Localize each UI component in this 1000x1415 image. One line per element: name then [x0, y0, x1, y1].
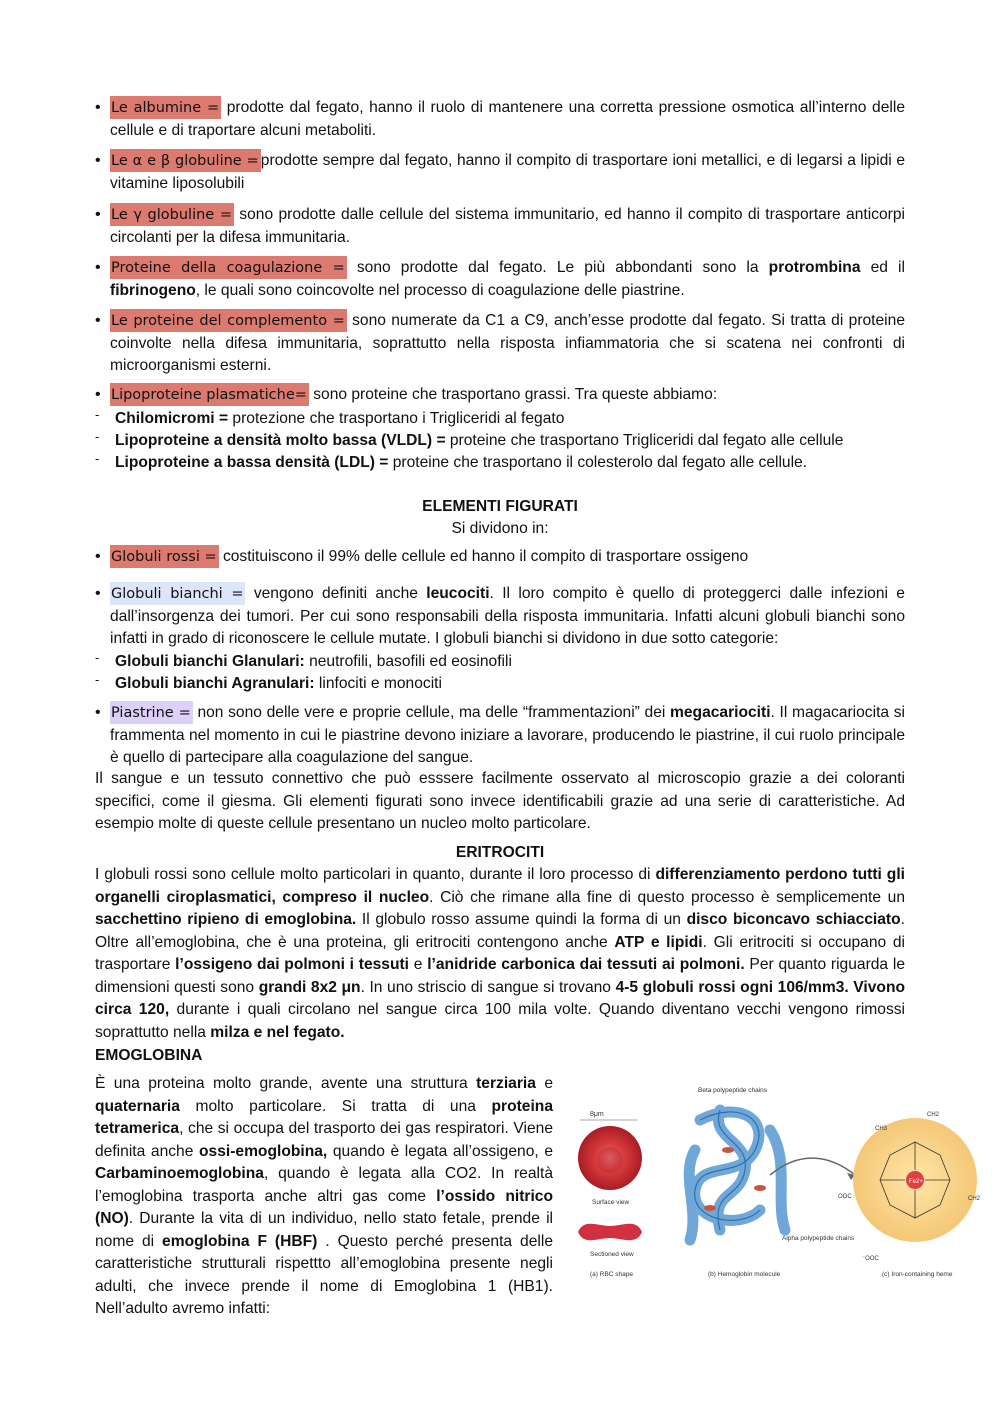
- bullet-dot: •: [95, 704, 101, 721]
- bullet-dot: •: [95, 206, 101, 223]
- bullet-text: , le quali sono coincovolte nel processo di coagulazione delle piastrine.: [195, 281, 685, 299]
- bullet-text: vengono definiti anche: [245, 585, 427, 602]
- text-run: . Ciò che rimane alla fine di questo processo è semplicemente un: [429, 888, 906, 906]
- sectioned-label: Sectioned view: [590, 1251, 634, 1258]
- text-run: . Questo perché presenta delle caratteristiche strutturali rispettto all’emoglobina presente negli adulti, che invece prende il nome di Emoglobina 1 (HB1). Nell’adulto avremo infatti:: [95, 1232, 553, 1317]
- bullet-globuli-bianchi: [95, 583, 905, 651]
- bold-term: Lipoproteine a bassa densità (LDL) =: [115, 454, 389, 471]
- rbc-section-icon: [578, 1224, 642, 1241]
- section-title-emoglobina: EMOGLOBINA: [95, 1047, 203, 1064]
- text-run: . Oltre all’emoglobina, che è una proteina, gli eritrociti contengono anche: [95, 911, 905, 951]
- highlight-term: Globuli rossi =: [110, 545, 219, 568]
- bold-term: sacchettino ripieno di emoglobina.: [95, 911, 357, 928]
- bold-term: fibrinogeno: [110, 281, 196, 299]
- dash-item-chilomicromi: [95, 408, 905, 431]
- bold-term: protrombina: [768, 259, 861, 276]
- dash-item-granulari: [95, 651, 905, 674]
- rbc-center-icon: [597, 1147, 623, 1173]
- bullet-coagulazione: [95, 257, 905, 302]
- paragraph-eritrociti: [95, 864, 905, 1044]
- caption-a: (a) RBC shape: [590, 1271, 633, 1278]
- bold-term: l’anidride carbonica dai tessuti ai polmoni.: [427, 956, 745, 973]
- bold-term: quaternaria: [95, 1097, 180, 1115]
- bold-term: terziaria: [476, 1075, 536, 1092]
- paragraph-emoglobina: [95, 1073, 553, 1321]
- bold-term: Carbaminoemoglobina: [95, 1165, 264, 1182]
- bullet-dot: •: [95, 548, 101, 565]
- bold-term: emoglobina F (HBF): [162, 1232, 318, 1250]
- highlight-term: Globuli bianchi =: [110, 582, 245, 605]
- text-run: È una proteina molto grande, avente una struttura: [95, 1075, 477, 1092]
- text-run: e: [535, 1075, 554, 1092]
- bold-term: Lipoproteine a densità molto bassa (VLDL) =: [115, 432, 446, 449]
- bullet-gamma-globuline: [95, 204, 905, 249]
- dash-text: proteine che trasportano Trigliceridi dal fegato alle cellule: [445, 432, 844, 449]
- bold-term: grandi 8x2 μn: [258, 978, 361, 996]
- text-run: durante i quali circolano nel sangue circa 100 mila volte. Quando diventano vecchi vengono rimossi soprattutto nella: [95, 1001, 905, 1041]
- bullet-text: sono prodotte dal fegato. Le più abbondanti sono la: [346, 259, 769, 276]
- bullet-albumine: [95, 97, 905, 142]
- highlight-term: Proteine della coagulazione =: [110, 256, 347, 279]
- text-run: Per quanto riguarda le dimensioni questi sono: [95, 956, 905, 996]
- bullet-text: costituiscono il 99% delle cellule ed hanno il compito di trasportare ossigeno: [218, 548, 749, 565]
- dash-item-vldl: [95, 430, 905, 453]
- dash-marker: -: [95, 672, 100, 687]
- section-title-elementi: ELEMENTI FIGURATI: [422, 498, 578, 515]
- bullet-text: prodotte sempre dal fegato, hanno il compito di trasportare ioni metallici, e di legarsi a lipidi e vitamine liposolubili: [110, 152, 905, 192]
- bold-term: Globuli bianchi Agranulari:: [115, 675, 315, 692]
- bold-term: megacariociti: [670, 704, 771, 721]
- section-title-eritrociti: ERITROCITI: [455, 844, 545, 861]
- bullet-dot: •: [95, 386, 101, 403]
- bold-term: proteina tetramerica: [95, 1097, 553, 1137]
- highlight-term: Le γ globuline =: [110, 203, 234, 226]
- bullet-text: . Il magacariocita si frammenta nel momento in cui le piastrine devono iniziare a lavorare, producendo le piastrine, il cui ruolo principale è quello di partecipare alla coagulazione del sangue.: [110, 704, 905, 766]
- dash-item-agranulari: [95, 673, 905, 696]
- bullet-text: prodotte dal fegato, hanno il ruolo di mantenere una corretta pressione osmotica all’interno delle cellule e di traportare alcuni metaboliti.: [110, 99, 905, 139]
- ch3-label: CH3: [875, 1126, 888, 1132]
- rbc-panel: [578, 1111, 642, 1278]
- bullet-dot: •: [95, 152, 101, 169]
- bold-term: disco biconcavo schiacciato: [686, 911, 901, 928]
- bullet-piastrine: [95, 702, 905, 770]
- bullet-lipoproteine: [95, 384, 905, 407]
- bold-term: leucociti: [426, 585, 490, 602]
- highlight-term: Le albumine =: [110, 96, 221, 119]
- alpha-label: Alpha polypeptide chains: [782, 1235, 855, 1242]
- ch2-right-label: CH2: [968, 1196, 981, 1202]
- bullet-text: sono numerate da C1 a C9, anch’esse prodotte dal fegato. Si tratta di proteine coinvolte nella difesa immunitaria, soprattutto nella risposta infiammatoria che si scatena nei confronti di microorganismi esterni.: [110, 312, 905, 374]
- text-run: Il globulo rosso assume quindi la forma di un: [356, 911, 687, 928]
- bold-term: differenziamento perdono tutti gli organelli ciroplasmatici, compreso il nucleo: [95, 866, 905, 906]
- text-run: . Gli eritrociti si occupano di trasportare: [95, 933, 906, 973]
- dash-item-ldl: [95, 452, 905, 475]
- bullet-dot: •: [95, 585, 101, 602]
- text-run: . In uno striscio di sangue si trovano: [360, 978, 616, 996]
- heme-panel: [838, 1112, 981, 1278]
- bullet-alfa-beta-globuline: [95, 150, 905, 195]
- bold-term: Chilomicromi =: [115, 410, 229, 427]
- bold-term: ossi-emoglobina,: [199, 1142, 328, 1160]
- highlight-term: Le proteine del complemento =: [110, 309, 347, 332]
- ch2-label: CH2: [927, 1112, 940, 1118]
- highlight-term: Piastrine =: [110, 701, 193, 724]
- bullet-globuli-rossi: [95, 546, 905, 569]
- dash-marker: -: [95, 429, 100, 444]
- bullet-dot: •: [95, 99, 101, 116]
- text-run: , che si occupa del trasporto dei gas respiratori. Viene definita anche: [95, 1120, 553, 1160]
- section-subtitle: Si dividono in:: [451, 520, 549, 537]
- dash-text: linfociti e monociti: [314, 675, 442, 692]
- dash-marker: -: [95, 650, 100, 665]
- size-label: 8μm: [590, 1111, 604, 1118]
- text-run: , quando è legata alla CO2. In realtà l’emoglobina trasporta anche altri gas come: [95, 1165, 553, 1205]
- caption-b: (b) Hemoglobin molecule: [708, 1271, 781, 1278]
- bullet-dot: •: [95, 312, 101, 329]
- dash-text: proteine che trasportano il colesterolo dal fegato alle cellule.: [388, 454, 808, 471]
- bold-term: milza e nel fegato.: [210, 1023, 345, 1041]
- text-run: molto particolare. Si tratta di una: [179, 1097, 492, 1115]
- bullet-text: non sono delle vere e proprie cellule, ma delle “frammentazioni” dei: [192, 704, 670, 721]
- bullet-text: . Il loro compito è quello di proteggerci dalle infezioni e dall’insorgenza dei tumori. Per cui sono responsabili della risposta immunitaria. Infatti alcuni globuli bianchi sono infatti in grado di riconoscere le cellule mutate. I globuli bianchi si dividono in due sotto categorie:: [110, 585, 905, 647]
- dash-text: neutrofili, basofili ed eosinofili: [304, 653, 512, 670]
- highlight-term: Le α e β globuline =: [110, 149, 261, 172]
- paragraph-sangue: Il sangue e un tessuto connettivo che può esssere facilmente osservato al microscopio grazie a dei coloranti specifici, come il giesma. Gli elementi figurati sono invece identificabili grazie ad una serie di caratteristiche. Ad esempio molte di queste cellule presentano un nucleo molto particolare.: [95, 770, 905, 832]
- text-run: . Durante la vita di un individuo, nello stato fetale, prende il nome di: [95, 1210, 553, 1250]
- beta-label: Beta polypeptide chains: [698, 1087, 768, 1094]
- ooc-bottom-label: ⁻OOC: [862, 1256, 879, 1262]
- text-run: e: [409, 956, 428, 973]
- fe-label: Fe2+: [909, 1179, 923, 1185]
- bold-term: Globuli bianchi Glanulari:: [115, 653, 305, 670]
- surface-label: Surface view: [592, 1199, 630, 1206]
- bold-term: ATP e lipidi: [614, 933, 703, 951]
- hemoglobin-molecule-panel: [689, 1087, 855, 1278]
- hemoglobin-figure: [570, 1080, 990, 1280]
- bullet-text: ed il: [860, 259, 905, 276]
- bullet-text: sono proteine che trasportano grassi. Tra queste abbiamo:: [308, 386, 718, 403]
- dash-marker: -: [95, 451, 100, 466]
- bold-term: l’ossido nitrico (NO): [95, 1187, 553, 1227]
- bold-term: 4-5 globuli rossi ogni 106/mm3. Vivono circa 120,: [95, 978, 906, 1018]
- ooc-label: OOC: [838, 1194, 852, 1200]
- text-run: quando è legata all’ossigeno, e: [327, 1142, 553, 1160]
- bullet-complemento: [95, 310, 905, 378]
- caption-c: (c) Iron-containing heme: [882, 1271, 953, 1278]
- bullet-dot: •: [95, 259, 101, 276]
- bold-term: l’ossigeno dai polmoni i tessuti: [175, 956, 410, 973]
- text-run: I globuli rossi sono cellule molto particolari in quanto, durante il loro processo di: [95, 866, 656, 883]
- highlight-term: Lipoproteine plasmatiche=: [110, 383, 309, 406]
- dash-text: protezione che trasportano i Trigliceridi al fegato: [228, 410, 565, 427]
- bullet-text: sono prodotte dalle cellule del sistema immunitario, ed hanno il compito di trasportare anticorpi circolanti per la difesa immunitaria.: [110, 206, 905, 246]
- dash-marker: -: [95, 407, 100, 422]
